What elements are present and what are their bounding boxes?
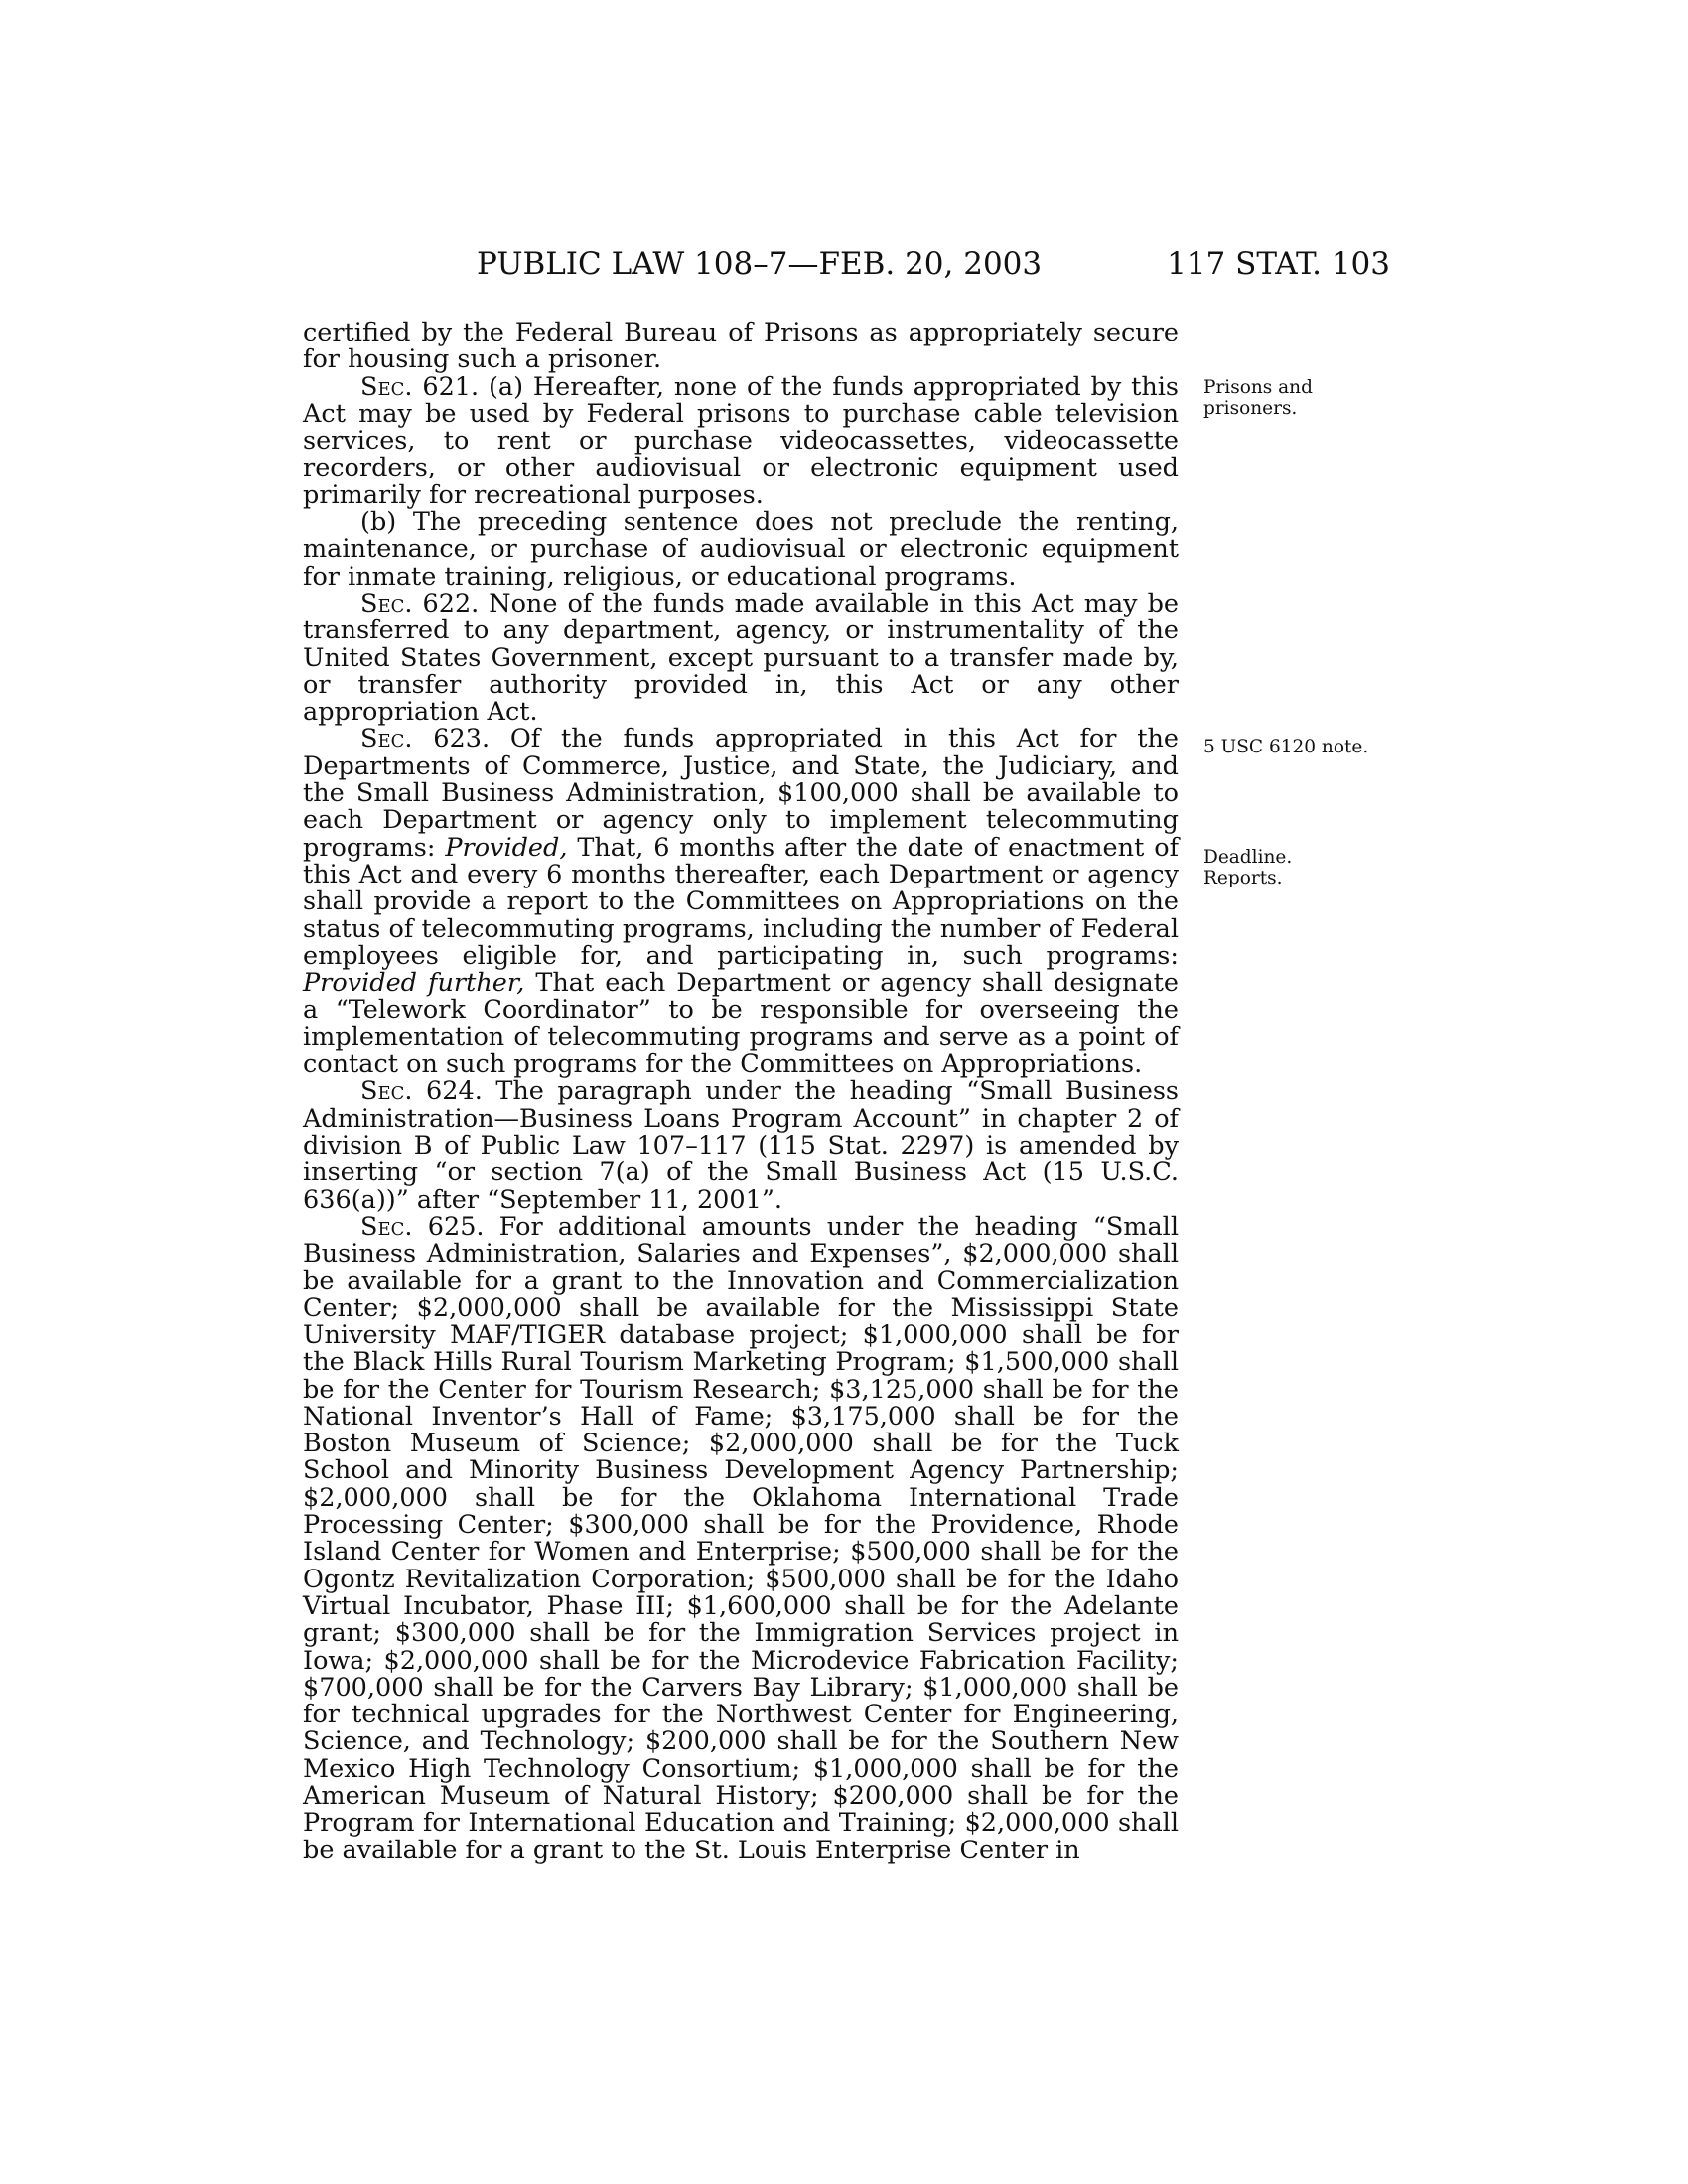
section-624: [303, 1078, 1179, 1213]
section-label: Sec: [360, 1076, 405, 1107]
section-text: . 625. For additional amounts under the heading “Small Business Administration, Salaries and Expenses”, $2,000,000 shall be available for a grant to the Innovation and Commercialization Center; $2,000,000 shall be available for the Mississippi State University MAF/TIGER database project; $1,000,000 shall be for the Black Hills Rural Tourism Marketing Program; $1,500,000 shall be for the Center for Tourism Research; $3,125,000 shall be for the National Inventor’s Hall of Fame; $3,175,000 shall be for the Boston Museum of Science; $2,000,000 shall be for the Tuck School and Minority Business Development Agency Partnership; $2,000,000 shall be for the Oklahoma International Trade Processing Center; $300,000 shall be for the Providence, Rhode Island Center for Women and Enterprise; $500,000 shall be for the Ogontz Revitalization Corporation; $500,000 shall be for the Idaho Virtual Incubator, Phase III; $1,600,000 shall be for the Adelante grant; $300,000 shall be for the Immigration Services project in Iowa; $2,000,000 shall be for the Microdevice Fabrication Facility; $700,000 shall be for the Carvers Bay Library; $1,000,000 shall be for technical upgrades for the Northwest Center for Engineering, Science, and Technology; $200,000 shall be for the Southern New Mexico High Technology Consortium; $1,000,000 shall be for the American Museum of Natural History; $200,000 shall be for the Program for International Education and Training; $2,000,000 shall be available for a grant to the St. Louis Enterprise Center in: [303, 1211, 1179, 1865]
section-text: . 623. Of the funds appropriated in this Act for the Departments of Commerce, Justice, and State, the Judiciary, and the Small Business Administration, $100,000 shall be available to each Department or agency only to implement telecommuting programs:: [303, 724, 1179, 863]
section-label: Sec: [360, 371, 405, 402]
statute-body: [303, 320, 1179, 1864]
paragraph-continuation: certified by the Federal Bureau of Prisons as appropriately secure for housing such a prisoner.: [303, 318, 1179, 375]
section-625: [303, 1211, 1179, 1865]
section-text: . 624. The paragraph under the heading “Small Business Administration—Business Loans Program Account” in chapter 2 of division B of Public Law 107–117 (115 Stat. 2297) is amended by inserting “or section 7(a) of the Small Business Act (15 U.S.C. 636(a))” after “September 11, 2001”.: [303, 1076, 1179, 1215]
side-note-usc: 5 USC 6120 note.: [1203, 737, 1369, 757]
section-text: That, 6 months after the date of enactment of this Act and every 6 months thereafter, each Department or agency shall provide a report to the Committees on Appropriations on the status of telecommuting programs, including the number of Federal employees eligible for, and participating in, such programs:: [303, 832, 1180, 971]
section-621-b: (b) The preceding sentence does not preclude the renting, maintenance, or purchase of audiovisual or electronic equipment for inmate training, religious, or educational programs.: [303, 507, 1179, 592]
statute-page-number: 117 STAT. 103: [1167, 246, 1390, 282]
running-title: PUBLIC LAW 108–7—FEB. 20, 2003: [477, 246, 1043, 282]
section-label: Sec: [360, 588, 405, 618]
section-text: . 622. None of the funds made available in this Act may be transferred to any department, agency, or instrumentality of the United States Government, except pursuant to a transfer made by, or transfer authority provided in, this Act or any other appropriation Act.: [303, 588, 1179, 728]
section-label: Sec: [360, 724, 405, 754]
side-note-line: Deadline.: [1203, 847, 1293, 868]
section-label: Sec: [360, 1211, 405, 1242]
side-note-prisons: [1203, 377, 1313, 419]
section-621: [303, 371, 1179, 510]
section-623: [303, 726, 1179, 1078]
side-note-deadline: [1203, 847, 1292, 888]
proviso-italic: Provided,: [445, 832, 568, 863]
side-note-line: Prisons and: [1203, 377, 1313, 398]
section-622: [303, 588, 1179, 728]
side-note-line: prisoners.: [1203, 398, 1298, 419]
side-note-line: Reports.: [1203, 868, 1283, 888]
section-text: . 621. (a) Hereafter, none of the funds appropriated by this Act may be used by Federal prisons to purchase cable television services, to rent or purchase videocassettes, videocassette recorders, or other audiovisual or electronic equipment used primarily for recreational purposes.: [303, 371, 1179, 510]
proviso-italic: Provided further,: [303, 968, 525, 999]
section-text: That each Department or agency shall designate a “Telework Coordinator” to be responsible for overseeing the implementation of telecommuting programs and serve as a point of contact on such programs for the Committees on Appropriations.: [303, 968, 1179, 1080]
